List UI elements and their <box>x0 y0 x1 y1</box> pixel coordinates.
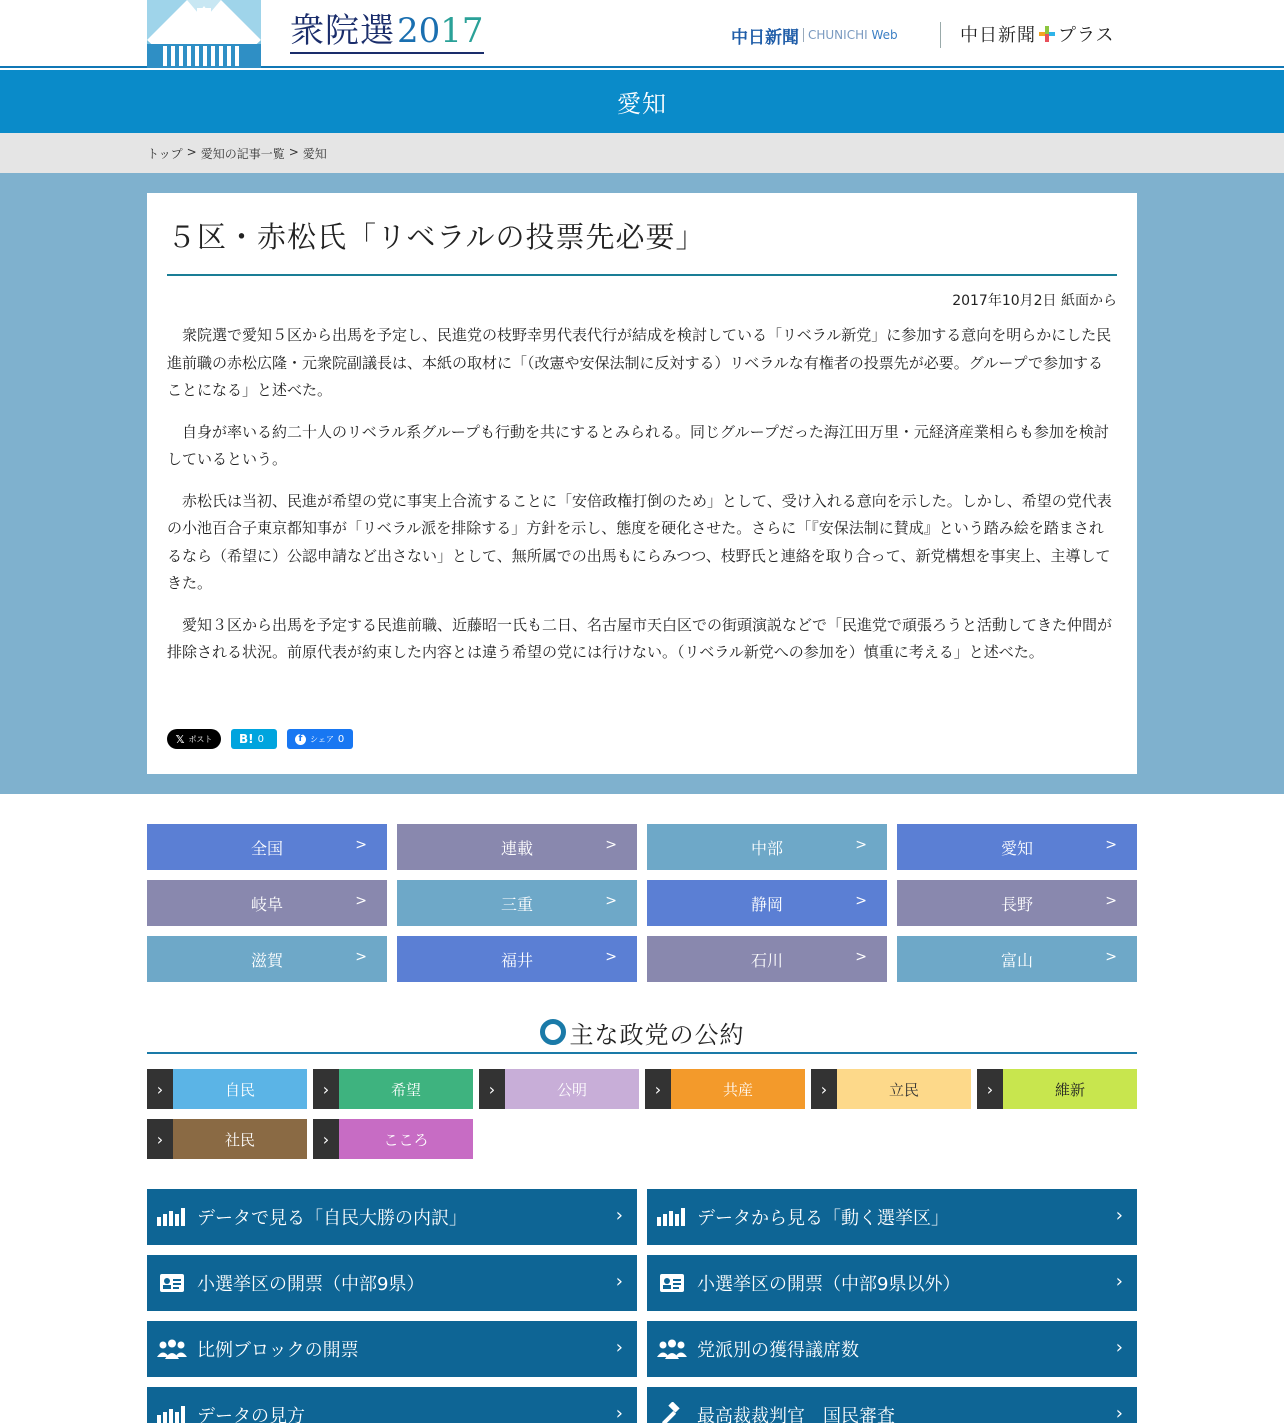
data-link-button[interactable] <box>647 1387 1137 1423</box>
region-button[interactable] <box>147 936 387 982</box>
region-nav-grid <box>147 824 1137 982</box>
region-button-label: 中部 <box>750 838 783 858</box>
party-name: 自民 <box>173 1069 307 1109</box>
data-link-button[interactable] <box>647 1255 1137 1311</box>
chevron-right-icon: › <box>615 1403 623 1423</box>
bar-chart-icon <box>157 1403 187 1423</box>
chevron-right-icon: › <box>615 1271 623 1292</box>
region-button[interactable] <box>147 824 387 870</box>
chevron-right-icon: › <box>479 1069 505 1109</box>
region-button-label: 愛知 <box>1000 838 1033 858</box>
site-title-year-part-a: 20 <box>397 11 441 51</box>
site-title-kanji: 衆院選 <box>290 11 395 51</box>
region-button-label: 全国 <box>250 838 283 858</box>
party-name: こころ <box>339 1119 473 1159</box>
article-paragraph: 愛知３区から出馬を予定する民進前職、近藤昭一氏も二日、名古屋市天白区での街頭演説などで「民進党で頑張ろうと活動してきた仲間が排除される状況。前原代表が約束した内容とは違う希望の党には行けない。（リベラル新党への参加を）慎重に考える」と述べた。 <box>167 615 1113 661</box>
article-date: 2017年10月2日 紙面から <box>952 293 1117 309</box>
site-title[interactable] <box>290 10 484 54</box>
facebook-share-label: シェア <box>310 734 334 744</box>
hatena-bookmark-button[interactable] <box>231 729 277 749</box>
chevron-right-icon: › <box>811 1069 837 1109</box>
chunichi-web-en-a: CHUNICHI <box>808 28 872 42</box>
party-grid <box>147 1069 1137 1159</box>
chevron-right-icon: > <box>855 837 867 853</box>
plus-icon <box>1039 26 1055 42</box>
region-button-label: 滋賀 <box>250 950 283 970</box>
facebook-share-button[interactable] <box>287 729 353 749</box>
chevron-right-icon: › <box>615 1205 623 1226</box>
data-link-button[interactable] <box>147 1189 637 1245</box>
breadcrumb <box>0 133 1284 173</box>
hatena-label: B! <box>239 732 254 746</box>
region-button-label: 岐阜 <box>250 894 283 914</box>
article-card <box>147 193 1137 774</box>
people-icon <box>157 1337 187 1361</box>
hatena-count: 0 <box>257 733 264 745</box>
region-button[interactable] <box>647 936 887 982</box>
data-link-label: 小選挙区の開票（中部9県以外） <box>697 1274 961 1295</box>
party-button[interactable] <box>313 1069 473 1109</box>
region-button-label: 三重 <box>500 894 533 914</box>
share-row <box>167 729 353 749</box>
chevron-right-icon: › <box>147 1069 173 1109</box>
chevron-right-icon: > <box>355 949 367 965</box>
x-logo-icon: 𝕏 <box>175 732 185 746</box>
data-link-button[interactable] <box>147 1321 637 1377</box>
chevron-right-icon: > <box>1105 949 1117 965</box>
data-link-label: データで見る「自民大勝の内訳」 <box>197 1208 467 1229</box>
chevron-right-icon: › <box>1115 1205 1123 1226</box>
chevron-right-icon: › <box>1115 1337 1123 1358</box>
data-link-label: 比例ブロックの開票 <box>197 1340 359 1361</box>
chevron-right-icon: › <box>313 1119 339 1159</box>
region-button[interactable] <box>647 824 887 870</box>
data-link-label: 党派別の獲得議席数 <box>697 1340 859 1361</box>
party-button[interactable] <box>977 1069 1137 1109</box>
article-paragraph: 衆院選で愛知５区から出馬を予定し、民進党の枝野幸男代表代行が結成を検討している「リベラル新党」に参加する意向を明らかにした民進前職の赤松広隆・元衆院副議長は、本紙の取材に「（改憲や安保法制に反対する）リベラルな有権者の投票先が必要。グループで参加することになる」と述べた。 <box>167 326 1112 399</box>
chevron-right-icon: > <box>355 893 367 909</box>
region-button-label: 静岡 <box>750 894 783 914</box>
chevron-right-icon: > <box>1105 837 1117 853</box>
chevron-right-icon: › <box>1115 1403 1123 1423</box>
id-card-icon <box>657 1271 687 1295</box>
chevron-right-icon: > <box>1105 893 1117 909</box>
chevron-right-icon: › <box>313 1069 339 1109</box>
region-button[interactable] <box>897 880 1137 926</box>
breadcrumb-separator: > <box>288 145 299 159</box>
breadcrumb-inner <box>147 145 327 162</box>
chevron-right-icon: > <box>605 837 617 853</box>
breadcrumb-separator: > <box>186 145 197 159</box>
data-link-label: 最高裁裁判官 国民審査 <box>697 1406 895 1423</box>
data-link-label: データから見る「動く選挙区」 <box>697 1208 949 1229</box>
chunichi-web-separator <box>803 28 804 42</box>
chevron-right-icon: > <box>855 949 867 965</box>
x-share-button[interactable] <box>167 729 221 749</box>
article-paragraph: 自身が率いる約二十人のリベラル系グループも行動を共にするとみられる。同じグループだった海江田万里・元経済産業相らも参加を検討しているという。 <box>167 422 1109 468</box>
diet-building-icon <box>147 0 261 68</box>
region-button[interactable] <box>397 936 637 982</box>
chunichi-web-jp: 中日新聞 <box>731 27 799 48</box>
region-button-label: 長野 <box>1000 894 1033 914</box>
chevron-right-icon: > <box>605 893 617 909</box>
breadcrumb-current: 愛知 <box>302 147 327 161</box>
facebook-icon: f <box>295 734 306 745</box>
bar-chart-icon <box>157 1205 187 1229</box>
chevron-right-icon: > <box>855 893 867 909</box>
region-button[interactable] <box>647 880 887 926</box>
article-band <box>0 173 1284 794</box>
region-button-label: 石川 <box>750 950 783 970</box>
party-button[interactable] <box>645 1069 805 1109</box>
chunichi-plus-a: 中日新聞 <box>960 25 1036 46</box>
chunichi-plus-link[interactable] <box>960 22 1114 46</box>
chevron-right-icon: > <box>605 949 617 965</box>
site-title-year-part-b: 17 <box>440 11 484 51</box>
region-button[interactable] <box>897 824 1137 870</box>
facebook-share-count: 0 <box>337 733 345 745</box>
data-link-label: 小選挙区の開票（中部9県） <box>197 1274 425 1295</box>
chunichi-web-link[interactable] <box>731 24 898 46</box>
party-button[interactable] <box>147 1069 307 1109</box>
party-name: 共産 <box>671 1069 805 1109</box>
region-button[interactable] <box>397 824 637 870</box>
region-button[interactable] <box>897 936 1137 982</box>
region-button[interactable] <box>397 880 637 926</box>
data-link-button[interactable] <box>147 1255 637 1311</box>
party-section-heading <box>147 1012 1137 1054</box>
party-button[interactable] <box>147 1119 307 1159</box>
data-link-button[interactable] <box>647 1321 1137 1377</box>
breadcrumb-top[interactable]: トップ <box>147 147 183 161</box>
region-button-label: 富山 <box>1000 950 1033 970</box>
people-icon <box>657 1337 687 1361</box>
data-link-label: データの見方 <box>197 1406 305 1423</box>
region-button-label: 連載 <box>500 838 533 858</box>
region-button-label: 福井 <box>500 950 533 970</box>
article-paragraph: 赤松氏は当初、民進が希望の党に事実上合流することに「安倍政権打倒のため」として、受け入れる意向を示した。しかし、希望の党代表の小池百合子東京都知事が「リベラル派を排除する」方針を示し、態度を硬化させた。さらに「『安保法制に賛成』という踏み絵を踏まされるなら（希望に）公認申請など出さない」として、無所属での出馬もにらみつつ、枝野氏と連絡を取り合って、新党構想を事実上、主導してきた。 <box>167 491 1112 592</box>
site-title-year <box>397 12 484 50</box>
party-button[interactable] <box>313 1119 473 1159</box>
id-card-icon <box>157 1271 187 1295</box>
article-body <box>167 322 1117 667</box>
data-link-button[interactable] <box>147 1387 637 1423</box>
chevron-right-icon: › <box>615 1337 623 1358</box>
party-name: 希望 <box>339 1069 473 1109</box>
region-bar <box>0 70 1284 133</box>
chunichi-web-en-b: Web <box>871 28 898 42</box>
chevron-right-icon: › <box>1115 1271 1123 1292</box>
party-name: 社民 <box>173 1119 307 1159</box>
data-link-button[interactable] <box>647 1189 1137 1245</box>
chevron-right-icon: > <box>355 837 367 853</box>
party-name: 立民 <box>837 1069 971 1109</box>
party-name: 維新 <box>1003 1069 1137 1109</box>
data-link-grid <box>147 1189 1137 1423</box>
article-title: ５区・赤松氏「リベラルの投票先必要」 <box>167 215 1117 276</box>
party-button[interactable] <box>811 1069 971 1109</box>
party-button[interactable] <box>479 1069 639 1109</box>
party-section-title: 主な政党の公約 <box>569 1020 745 1049</box>
region-title: 愛知 <box>617 90 667 118</box>
gavel-icon <box>657 1403 687 1423</box>
circle-icon <box>540 1019 566 1045</box>
site-header <box>0 0 1284 68</box>
chevron-right-icon: › <box>977 1069 1003 1109</box>
bar-chart-icon <box>657 1205 687 1229</box>
breadcrumb-article-list[interactable]: 愛知の記事一覧 <box>200 147 285 161</box>
diet-building-logo[interactable] <box>147 0 261 68</box>
region-button[interactable] <box>147 880 387 926</box>
chunichi-web-en <box>808 28 898 42</box>
chevron-right-icon: › <box>645 1069 671 1109</box>
chevron-right-icon: › <box>147 1119 173 1159</box>
x-share-label: ポスト <box>188 734 213 744</box>
header-divider <box>940 22 941 48</box>
chunichi-plus-b: プラス <box>1058 25 1115 46</box>
party-name: 公明 <box>505 1069 639 1109</box>
